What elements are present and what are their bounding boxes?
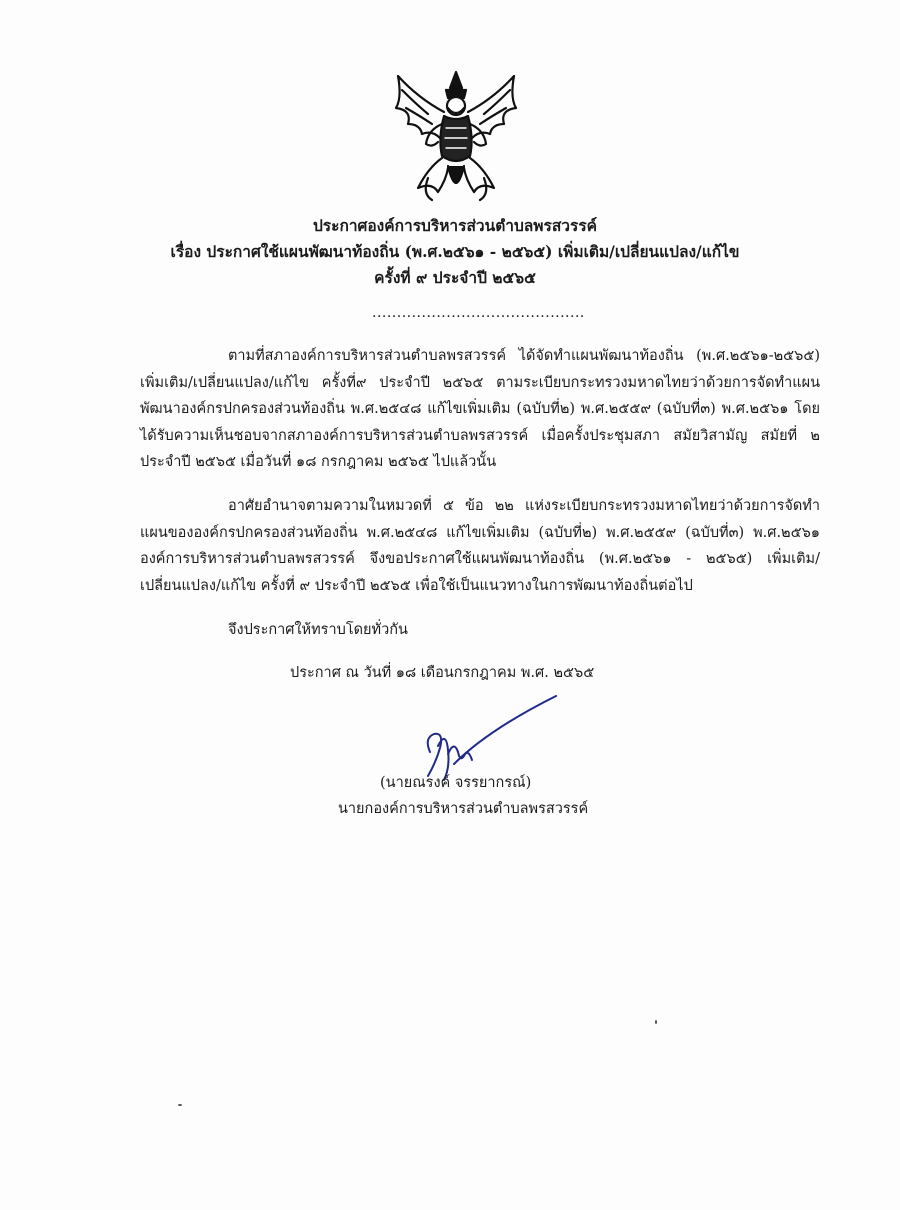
announcement-round: ครั้งที่ ๙ ประจำปี ๒๕๖๕: [374, 268, 536, 287]
announcement-date: ประกาศ ณ วันที่ ๑๘ เดือนกรกฎาคม พ.ศ. ๒๕๖๕: [290, 665, 595, 681]
signer-position: นายกองค์การบริหารส่วนตำบลพรสวรรค์: [338, 801, 589, 817]
scan-speck: [655, 1020, 657, 1024]
signer-name: (นายณรงค์ จรรยากรณ์): [380, 775, 532, 791]
garuda-emblem: [388, 68, 524, 204]
scan-speck: [178, 1104, 182, 1106]
announcement-title: ประกาศองค์การบริหารส่วนตำบลพรสวรรค์: [312, 216, 598, 235]
paragraph-background: ตามที่สภาองค์การบริหารส่วนตำบลพรสวรรค์ ได้จัดทำแผนพัฒนาท้องถิ่น (พ.ศ.๒๕๖๑-๒๕๖๕) เพิ่มเติม/เปลี่ยนแปลง/แก้ไข ครั้งที่๙ ประจำปี ๒๕๖๕ ตามระเบียบกระทรวงมหาดไทยว่าด้วยการจัดทำแผนพัฒนาองค์กรปกครองส่วนท้องถิ่น พ.ศ.๒๕๔๘ แก้ไขเพิ่มเติม (ฉบับที่๒) พ.ศ.๒๕๕๙ (ฉบับที่๓) พ.ศ.๒๕๖๑ โดยได้รับความเห็นชอบจากสภาองค์การบริหารส่วนตำบลพรสวรรค์ เมื่อครั้งประชุมสภา สมัยวิสามัญ สมัยที่ ๒ ประจำปี ๒๕๖๕ เมื่อวันที่ ๑๘ กรกฎาคม ๒๕๖๕ ไปแล้วนั้น: [140, 348, 820, 470]
separator-dots: ...........................................: [372, 305, 585, 321]
announcement-subject: เรื่อง ประกาศใช้แผนพัฒนาท้องถิ่น (พ.ศ.๒๕๖๑ - ๒๕๖๕) เพิ่มเติม/เปลี่ยนแปลง/แก้ไข: [170, 242, 740, 261]
paragraph-authority: อาศัยอำนาจตามความในหมวดที่ ๕ ข้อ ๒๒ แห่งระเบียบกระทรวงมหาดไทยว่าด้วยการจัดทำแผนขององค์กรปกครองส่วนท้องถิ่น พ.ศ.๒๕๔๘ แก้ไขเพิ่มเติม (ฉบับที่๒) พ.ศ.๒๕๕๙ (ฉบับที่๓) พ.ศ.๒๕๖๑ องค์การบริหารส่วนตำบลพรสวรรค์ จึงขอประกาศใช้แผนพัฒนาท้องถิ่น (พ.ศ.๒๕๖๑ - ๒๕๖๕) เพิ่มเติม/เปลี่ยนแปลง/แก้ไข ครั้งที่ ๙ ประจำปี ๒๕๖๕ เพื่อใช้เป็นแนวทางในการพัฒนาท้องถิ่นต่อไป: [140, 498, 820, 594]
paragraph-closing: จึงประกาศให้ทราบโดยทั่วกัน: [228, 622, 408, 638]
